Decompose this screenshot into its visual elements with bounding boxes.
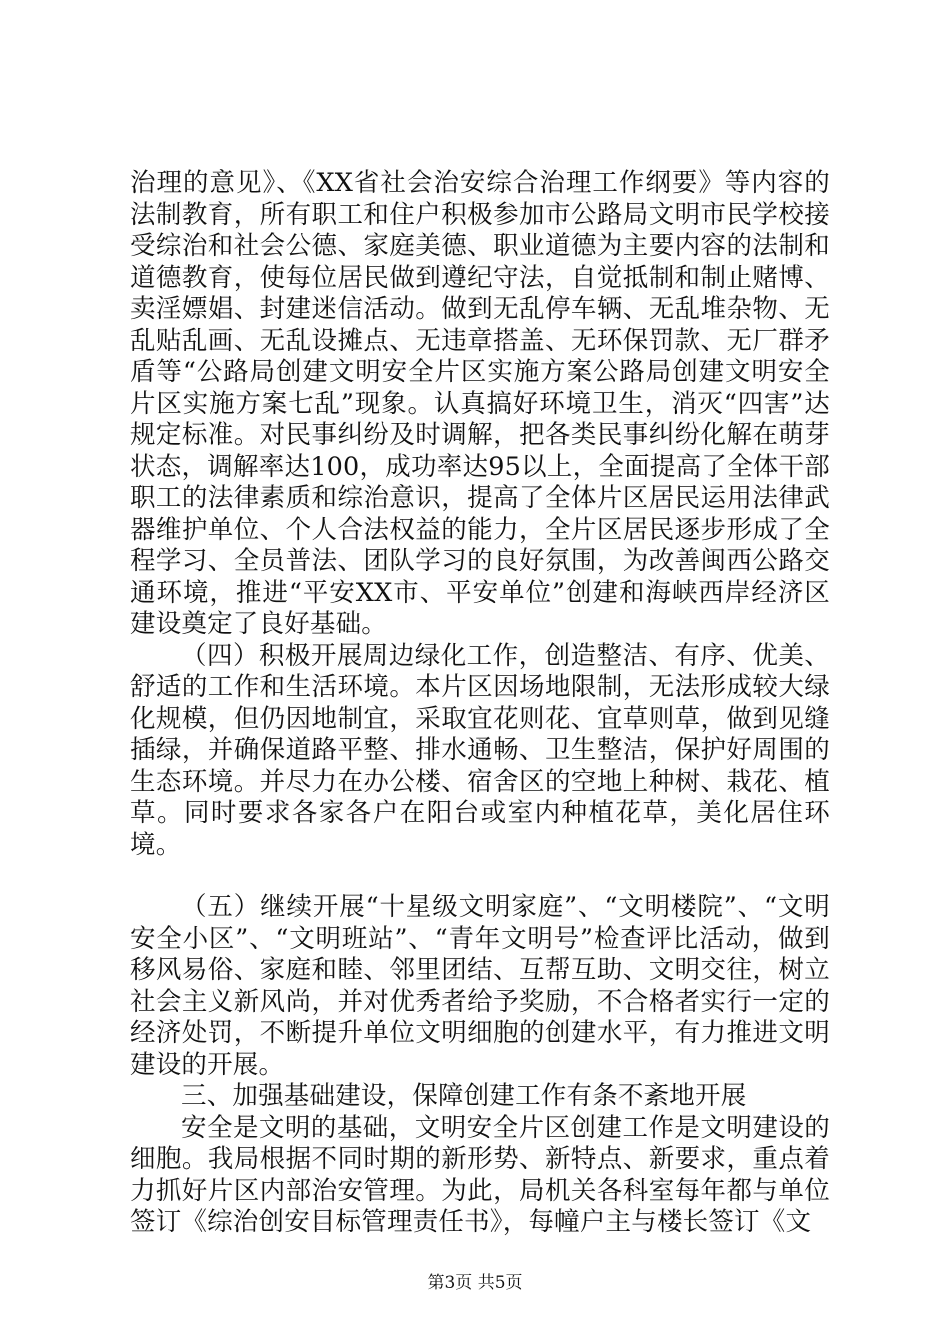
- section-heading-infrastructure: 三、加强基础建设，保障创建工作有条不紊地开展: [181, 1081, 747, 1111]
- page-number-footer: 第3页 共5页: [427, 1273, 523, 1293]
- paragraph-greening-work: （四）积极开展周边绿化工作，创造整洁、有序、优美、舒适的工作和生活环境。本片区因场地限制，无法形成较大绿化规模，但仍因地制宜，采取宜花则花、宜草则草，做到见缝插绿，并确保道路平整、排水通畅、卫生整洁，保护好周围的生态环境。并尽力在办公楼、宿舍区的空地上种树、栽花、植草。同时要求各家各户在阳台或室内种植花草，美化居住环境。: [130, 640, 830, 860]
- document-body: [130, 168, 830, 1239]
- paragraph-civilized-activities: （五）继续开展“十星级文明家庭”、“文明楼院”、“文明安全小区”、“文明班站”、“青年文明号”检查评比活动，做到移风易俗、家庭和睦、邻里团结、互帮互助、文明交往，树立社会主义新风尚，并对优秀者给予奖励，不合格者实行一定的经济处罚，不断提升单位文明细胞的创建水平，有力推进文明建设的开展。: [130, 892, 830, 1080]
- paragraph-legal-education: 治理的意见》、《XX省社会治安综合治理工作纲要》等内容的法制教育，所有职工和住户积极参加市公路局文明市民学校接受综治和社会公德、家庭美德、职业道德为主要内容的法制和道德教育，使每位居民做到遵纪守法，自觉抵制和制止赌博、卖淫嫖娼、封建迷信活动。做到无乱停车辆、无乱堆杂物、无乱贴乱画、无乱设摊点、无违章搭盖、无环保罚款、无厂群矛盾等“公路局创建文明安全片区实施方案公路局创建文明安全片区实施方案七乱”现象。认真搞好环境卫生，消灭“四害”达规定标准。对民事纠纷及时调解，把各类民事纠纷化解在萌芽状态，调解率达100，成功率达95以上，全面提高了全体干部职工的法律素质和综治意识，提高了全体片区居民运用法律武器维护单位、个人合法权益的能力，全片区居民逐步形成了全程学习、全员普法、团队学习的良好氛围，为改善闽西公路交通环境，推进“平安XX市、平安单位”创建和海峡西岸经济区建设奠定了良好基础。: [130, 168, 830, 639]
- paragraph-security-management: 安全是文明的基础，文明安全片区创建工作是文明建设的细胞。我局根据不同时期的新形势、新特点、新要求，重点着力抓好片区内部治安管理。为此，局机关各科室每年都与单位签订《综治创安目标管理责任书》，每幢户主与楼长签订《文: [130, 1112, 830, 1237]
